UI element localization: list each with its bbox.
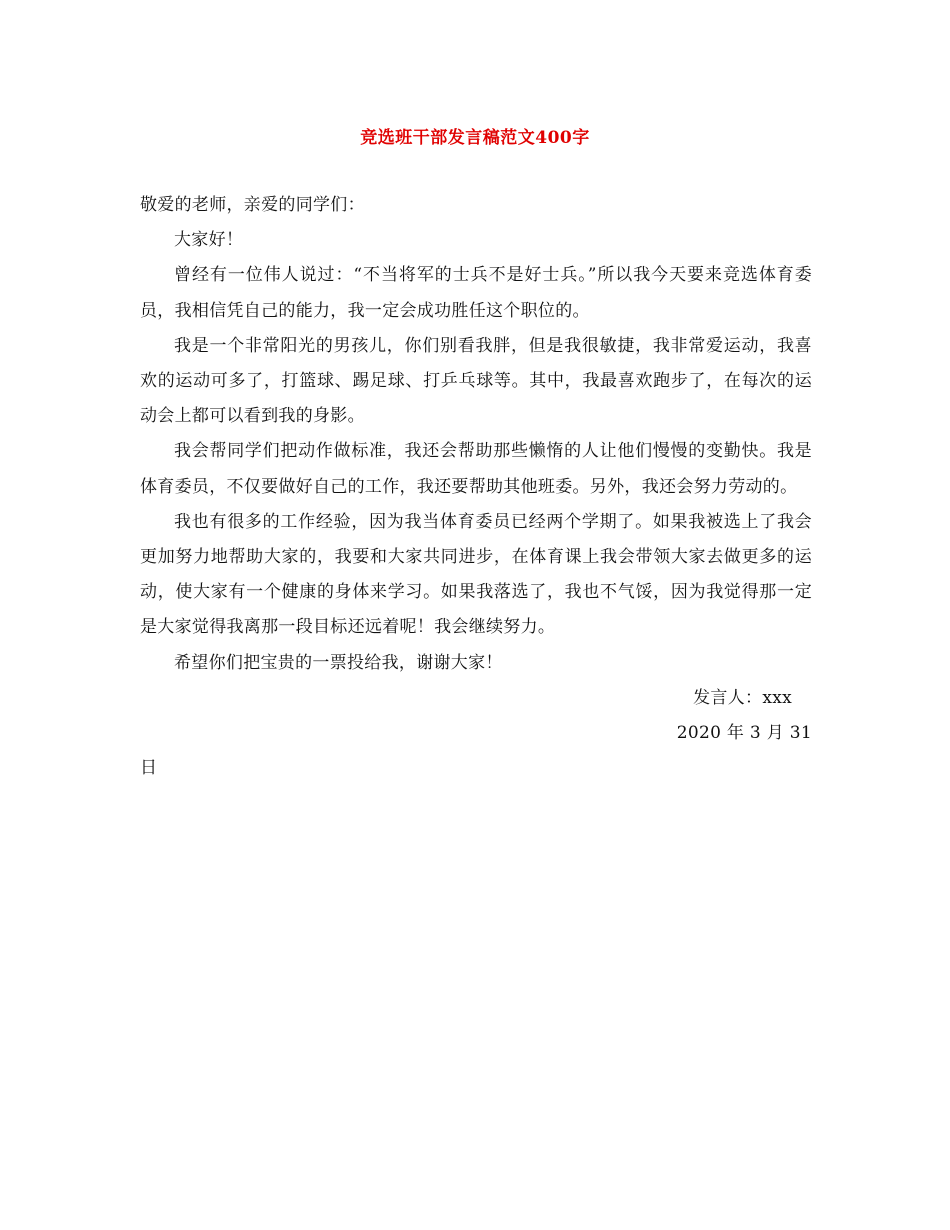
paragraph-help: 我会帮同学们把动作做标准，我还会帮助那些懒惰的人让他们慢慢的变勤快。我是体育委员，不仅要做好自己的工作，我还要帮助其他班委。另外，我还会努力劳动的。 bbox=[140, 441, 812, 497]
signature-date-tail: 日 bbox=[140, 758, 158, 779]
paragraph-greeting: 大家好！ bbox=[174, 230, 244, 251]
paragraph-quote: 曾经有一位伟人说过：“不当将军的士兵不是好士兵。”所以我今天要来竞选体育委员，我相信凭自己的能力，我一定会成功胜任这个职位的。 bbox=[140, 265, 812, 321]
salutation: 敬爱的老师，亲爱的同学们： bbox=[140, 195, 365, 215]
paragraph-experience: 我也有很多的工作经验，因为我当体育委员已经两个学期了。如果我被选上了我会更加努力地帮助大家的，我要和大家共同进步，在体育课上我会带领大家去做更多的运动，使大家有一个健康的身体来学习。如果我落选了，我也不气馁，因为我觉得那一定是大家觉得我离那一段目标还远着呢！我会继续努力。 bbox=[140, 511, 812, 638]
signature-date: 2020 年 3 月 31 bbox=[676, 723, 812, 744]
document-title: 竞选班干部发言稿范文400字 bbox=[360, 128, 590, 148]
signature-speaker: 发言人：xxx bbox=[693, 687, 792, 708]
paragraph-self-intro: 我是一个非常阳光的男孩儿，你们别看我胖，但是我很敏捷，我非常爱运动，我喜欢的运动可多了，打篮球、踢足球、打乒乓球等。其中，我最喜欢跑步了，在每次的运动会上都可以看到我的身影。 bbox=[140, 335, 812, 427]
paragraph-closing: 希望你们把宝贵的一票投给我，谢谢大家！ bbox=[174, 652, 503, 673]
document-body bbox=[140, 188, 812, 786]
